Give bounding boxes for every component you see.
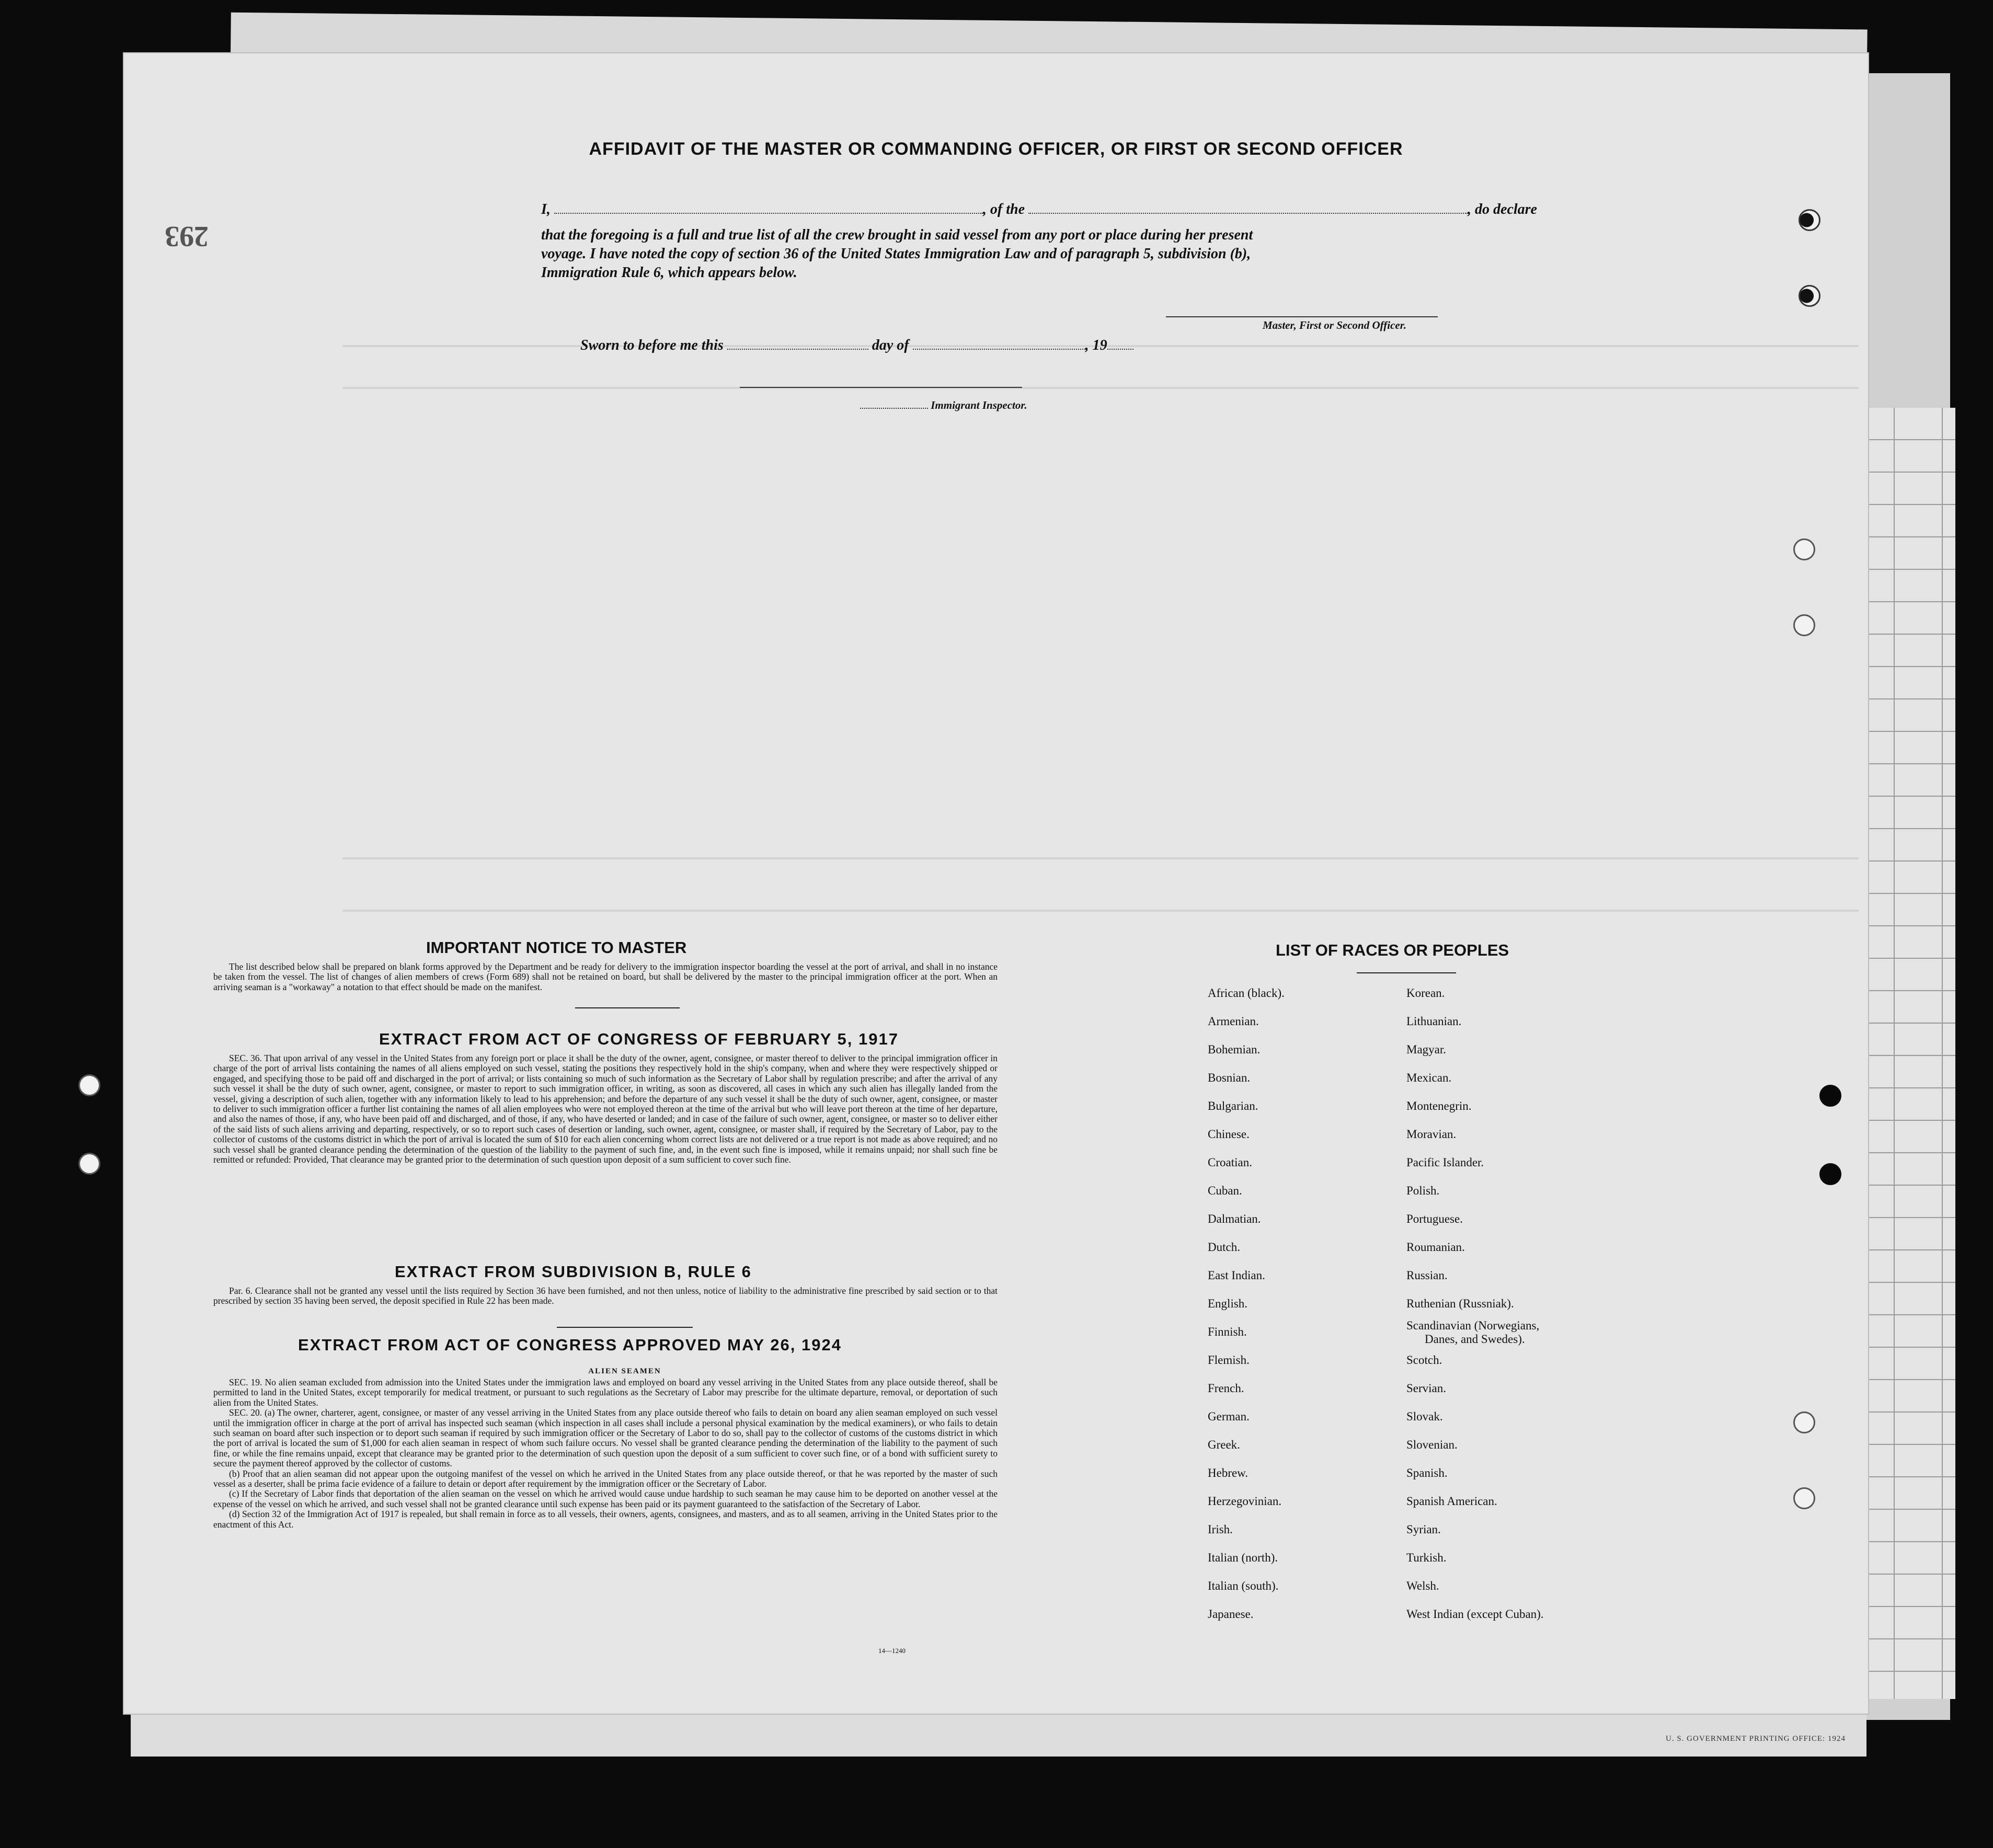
race-item: Herzegovinian. — [1208, 1495, 1282, 1508]
race-item: German. — [1208, 1410, 1250, 1423]
bleed-line — [342, 910, 1859, 912]
race-item: Moravian. — [1406, 1128, 1457, 1141]
notice-text: The list described below shall be prepared on blank forms approved by the Department and be ready for delivery to the immigration inspector boarding the vessel at the port of arrival, and shall in no instance be taken from the vessel. The list of changes of alien members of crews (Form 689) shall not be retained on board, but shall be delivered by the master to the principal immigration officer at the port. When an arriving seaman is a "workaway" a notation to that effect should be made on the manifest. — [213, 961, 998, 992]
race-item: Armenian. — [1208, 1015, 1259, 1028]
notice-body — [213, 962, 998, 992]
race-item: Dalmatian. — [1208, 1212, 1261, 1225]
section-20d-text: (d) Section 32 of the Immigration Act of 1917 is repealed, but shall remain in force as to all vessels, their owners, agents, consignees, and masters, and as to all seamen, arriving in the United States prior to the enactment of this Act. — [213, 1509, 998, 1530]
race-item: Cuban. — [1208, 1184, 1242, 1197]
section-20b-text: (b) Proof that an alien seaman did not appear upon the outgoing manifest of the vessel on which he arrived in the United States from any place outside thereof, or that he was reported by the master of such vessel as a deserter, shall be prima facie evidence of a failure to detain or deport after requirement by the immigration officer or the Secretary of Labor. — [213, 1468, 998, 1489]
race-item: Welsh. — [1406, 1579, 1439, 1592]
race-item: East Indian. — [1208, 1269, 1265, 1282]
affidavit-line-4: Immigration Rule 6, which appears below. — [541, 265, 797, 281]
affidavit-title: AFFIDAVIT OF THE MASTER OR COMMANDING OFFICER, OR FIRST OR SECOND OFFICER — [589, 139, 1403, 159]
race-item: Dutch. — [1208, 1241, 1240, 1254]
affidavit-line-2: that the foregoing is a full and true list of all the crew brought in said vessel from any port or place during her present — [541, 227, 1253, 243]
race-item: Lithuanian. — [1406, 1015, 1462, 1028]
extract-1917-title: EXTRACT FROM ACT OF CONGRESS OF FEBRUARY 5, 1917 — [379, 1030, 899, 1048]
race-item: West Indian (except Cuban). — [1406, 1608, 1544, 1621]
race-item: Slovenian. — [1406, 1438, 1458, 1451]
sworn-year-field[interactable] — [1107, 337, 1133, 350]
race-item: Polish. — [1406, 1184, 1440, 1197]
extract-1924-title: EXTRACT FROM ACT OF CONGRESS APPROVED MAY 26, 1924 — [298, 1336, 842, 1354]
sworn-line — [580, 337, 1133, 354]
race-item: Italian (north). — [1208, 1551, 1278, 1564]
race-item: Spanish. — [1406, 1466, 1448, 1479]
punch-hole — [78, 1153, 100, 1175]
strip-footer: U. S. GOVERNMENT PRINTING OFFICE: 1924 — [1666, 1735, 1846, 1743]
inspector-signature-line[interactable] — [740, 387, 1022, 388]
extract-1917-body — [213, 1053, 998, 1165]
extract-1924-body — [213, 1378, 998, 1530]
sworn-day-of: day of — [872, 337, 909, 353]
race-item: Turkish. — [1406, 1551, 1447, 1564]
race-item: Scotch. — [1406, 1353, 1442, 1367]
affidavit-of-the: , of the — [982, 201, 1025, 217]
races-title: LIST OF RACES OR PEOPLES — [1276, 941, 1509, 959]
race-item: Japanese. — [1208, 1608, 1254, 1621]
extract-rule6-title: EXTRACT FROM SUBDIVISION B, RULE 6 — [395, 1262, 752, 1281]
punch-hole — [1799, 209, 1820, 231]
officer-name-field[interactable] — [554, 201, 983, 214]
race-item: Scandinavian (Norwegians, — [1406, 1319, 1540, 1332]
race-item: Ruthenian (Russniak). — [1406, 1297, 1514, 1310]
inspector-label-text: Immigrant Inspector. — [931, 399, 1027, 411]
extract-rule6-body — [213, 1286, 998, 1306]
notice-title: IMPORTANT NOTICE TO MASTER — [426, 938, 687, 957]
race-item: Flemish. — [1208, 1353, 1250, 1367]
race-item: Bohemian. — [1208, 1043, 1261, 1056]
punch-hole — [78, 1074, 100, 1096]
race-item: Pacific Islander. — [1406, 1156, 1484, 1169]
race-item: Syrian. — [1406, 1523, 1441, 1536]
section-20c-text: (c) If the Secretary of Labor finds that deportation of the alien seaman on the vessel on which he arrived would cause undue hardship to such seaman he may cause him to be deported on another vessel at the expense of the vessel on which he arrived, and such vessel shall not be granted clearance until such expense has been paid or its payment guaranteed to the satisfaction of the Secretary of Labor. — [213, 1488, 998, 1509]
race-item: Portuguese. — [1406, 1212, 1463, 1225]
section-19-text: SEC. 19. No alien seaman excluded from admission into the United States under the immigration laws and employed on board any vessel arriving in the United States from any place outside thereof, shall be permitted to land in the United States, except temporarily for medical treatment, or pursuant to such regulations as the Secretary of Labor may prescribe for the ultimate departure, removal, or deportation of such alien from the United States. — [213, 1377, 998, 1408]
alien-seamen-subtitle: ALIEN SEAMEN — [588, 1367, 661, 1375]
divider — [575, 1007, 680, 1008]
sworn-day-field[interactable] — [727, 337, 868, 350]
race-item: Finnish. — [1208, 1325, 1247, 1338]
sworn-month-field[interactable] — [913, 337, 1085, 350]
punch-hole — [1793, 1487, 1815, 1509]
race-item: Chinese. — [1208, 1128, 1250, 1141]
race-item: Hebrew. — [1208, 1466, 1249, 1479]
inspector-label — [860, 399, 1027, 412]
punch-hole — [1799, 285, 1820, 307]
inspector-dots — [860, 400, 928, 409]
race-item: Korean. — [1406, 986, 1445, 1000]
affidavit-line-1 — [541, 201, 1537, 218]
section-36-text: SEC. 36. That upon arrival of any vessel in the United States from any foreign port or place it shall be the duty of the owner, agent, consignee, or master thereof to deliver to the principal immigration officer in charge of the port of arrival lists containing the names of all aliens employed on such vessel, stating the positions they respectively hold in the ship's company, when and where they were respectively shipped or engaged, and specifying those to be paid off and discharged in the port of arrival; or lists containing so much of such information as the Secretary of Labor shall by regulation prescribe; and after the arrival of any such vessel it shall be the duty of such owner, agent, consignee, or master to report to such immigration officer, in writing, as soon as discovered, all cases in which any such alien has illegally landed from the vessel, giving a description of such alien, together with any information likely to lead to his apprehension; and before the departure of any such vessel it shall be the duty of such owner, agent, consignee, or master to deliver to such immigration officer a further list containing the names of all alien employees who were not employed thereon at the time of the arrival but who will leave port thereon at the time of her departure, and also the names of those, if any, who have been paid off and discharged, and of those, if any, who have deserted or landed; and in case of the failure of such owner, agent, consignee, or master so to deliver either of the said lists of such aliens arriving and departing, respectively, or so to report such cases of desertion or landing, such owner, agent, consignee, or master shall, if required by the Secretary of Labor, pay to the collector of customs of the customs district in which the port of arrival is located the sum of $10 for each alien concerning whom correct lists are not delivered or a true report is not made as above required; and no such vessel shall be granted clearance pending the determination of the question of the liability to the payment of such fine, and, in the event such fine is imposed, while it remains unpaid; nor shall such fine be remitted or refunded: Provided, That clearance may be granted prior to the determination of such question upon deposit of a sum sufficient to cover such fine. — [213, 1053, 998, 1165]
race-item: Slovak. — [1406, 1410, 1443, 1423]
race-item: Greek. — [1208, 1438, 1240, 1451]
master-signature-line[interactable] — [1166, 316, 1438, 317]
race-item: Servian. — [1406, 1382, 1447, 1395]
sworn-year-prefix: , 19 — [1085, 337, 1107, 353]
vessel-name-field[interactable] — [1028, 201, 1468, 214]
race-item: Bosnian. — [1208, 1071, 1251, 1084]
manifest-page — [123, 52, 1869, 1715]
divider — [557, 1327, 693, 1328]
race-item: Roumanian. — [1406, 1241, 1465, 1254]
race-item: Mexican. — [1406, 1071, 1452, 1084]
race-item: Bulgarian. — [1208, 1099, 1258, 1112]
punch-hole — [1793, 1411, 1815, 1433]
race-item: Spanish American. — [1406, 1495, 1497, 1508]
section-20a-text: SEC. 20. (a) The owner, charterer, agent, consignee, or master of any vessel arriving in the United States from any place outside thereof who fails to detain on board any alien seaman employed on such vessel until the immigration officer in charge at the port of arrival has inspected such seaman (which inspection in all cases shall include a personal physical examination by the medical examiners), or who fails to detain such seaman on board after such inspection or to deport such seaman if required by such immigration officer or the Secretary of Labor to do so, shall pay to the collector of customs of the customs district in which the port of arrival is located the sum of $1,000 for each alien seaman in respect of whom such failure occurs. No vessel shall be granted clearance pending the determination of the liability to the payment of such fine, or while the fine remains unpaid, except that clearance may be granted prior to the determination of such question upon the deposit of a sum sufficient to cover such fine, or of a bond with sufficient surety to secure the payment thereof approved by the collector of customs. — [213, 1407, 998, 1469]
punch-hole — [1793, 538, 1815, 560]
page-number: 293 — [165, 220, 209, 252]
race-item: French. — [1208, 1382, 1244, 1395]
par-6-text: Par. 6. Clearance shall not be granted any vessel until the lists required by Section 36 have been furnished, and not then unless, notice of liability to the administrative fine prescribed by said section or to that prescribed by section 35 having been served, the deposit specified in Rule 22 has been made. — [213, 1285, 998, 1306]
punch-hole — [1819, 1163, 1841, 1185]
race-item: Croatian. — [1208, 1156, 1252, 1169]
race-item: Montenegrin. — [1406, 1099, 1472, 1112]
race-item: Italian (south). — [1208, 1579, 1279, 1592]
bleed-line — [342, 387, 1859, 389]
punch-hole — [1819, 1085, 1841, 1107]
sworn-text: Sworn to before me this — [580, 337, 724, 353]
race-item-continued: Danes, and Swedes). — [1425, 1333, 1525, 1346]
master-signature-label: Master, First or Second Officer. — [1263, 319, 1406, 331]
affidavit-i: I, — [541, 201, 551, 217]
race-item: Irish. — [1208, 1523, 1233, 1536]
race-item: African (black). — [1208, 986, 1285, 1000]
affidavit-line-3: voyage. I have noted the copy of section 36 of the United States Immigration Law and of paragraph 5, subdivision (b), — [541, 246, 1251, 262]
bleed-line — [342, 857, 1859, 859]
race-item: English. — [1208, 1297, 1248, 1310]
race-item: Magyar. — [1406, 1043, 1447, 1056]
form-number: 14—1240 — [878, 1647, 906, 1655]
punch-hole — [1793, 614, 1815, 636]
divider — [1357, 972, 1456, 973]
race-item: Russian. — [1406, 1269, 1448, 1282]
affidavit-declare: , do declare — [1468, 201, 1537, 217]
